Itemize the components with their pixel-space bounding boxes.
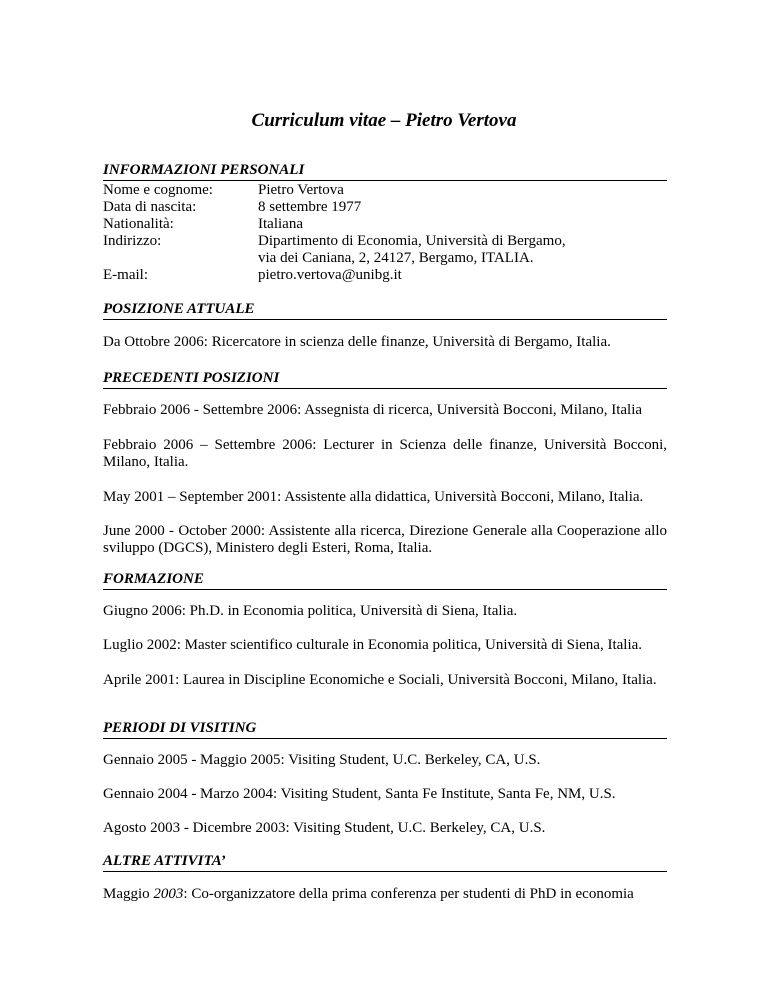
info-row-email (103, 267, 667, 284)
document-title: Curriculum vitae – Pietro Vertova (251, 110, 517, 131)
info-label: E-mail: (103, 267, 148, 283)
previous-position-entry: May 2001 – September 2001: Assistente alla didattica, Università Bocconi, Milano, Italia. (103, 489, 644, 505)
info-label: Nome e cognome: (103, 182, 213, 198)
info-value-email: pietro.vertova@unibg.it (258, 267, 402, 283)
previous-position-entry: Febbraio 2006 - Settembre 2006: Assegnista di ricerca, Università Bocconi, Milano, Italia (103, 402, 643, 418)
info-label (103, 250, 258, 267)
current-position-entry: Da Ottobre 2006: Ricercatore in scienza delle finanze, Università di Bergamo, Italia. (103, 334, 611, 350)
other-activity-month: Maggio (103, 886, 154, 902)
info-value: Dipartimento di Economia, Università di Bergamo, (258, 233, 566, 249)
info-value: Italiana (258, 216, 303, 232)
education-entry: Luglio 2002: Master scientifico culturale in Economia politica, Università di Siena, Italia. (103, 637, 643, 653)
info-row-name (103, 182, 667, 199)
section-heading-education: FORMAZIONE (103, 571, 667, 590)
info-value: Pietro Vertova (258, 182, 344, 198)
section-heading-personal: INFORMAZIONI PERSONALI (103, 162, 667, 181)
personal-info-table (103, 182, 667, 284)
info-label: Indirizzo: (103, 233, 162, 249)
previous-position-entry: Febbraio 2006 – Settembre 2006: Lecturer in Scienza delle finanze, Università Bocconi, Milano, Italia. (103, 437, 667, 470)
info-row-nationality (103, 216, 667, 233)
other-activity-entry (103, 886, 667, 903)
other-activity-year: 2003 (153, 886, 184, 902)
info-value: 8 settembre 1977 (258, 199, 362, 215)
other-activity-text: : Co-organizzatore della prima conferenza per studenti di PhD in economia (183, 886, 634, 902)
education-entry: Giugno 2006: Ph.D. in Economia politica, Università di Siena, Italia. (103, 603, 518, 619)
info-row-address-2 (103, 250, 667, 267)
info-label: Nationalità: (103, 216, 174, 232)
education-entry: Aprile 2001: Laurea in Discipline Economiche e Sociali, Università Bocconi, Milano, Italia. (103, 672, 657, 688)
section-heading-previous: PRECEDENTI POSIZIONI (103, 370, 667, 389)
visiting-entry: Gennaio 2004 - Marzo 2004: Visiting Student, Santa Fe Institute, Santa Fe, NM, U.S. (103, 786, 616, 802)
visiting-entry: Gennaio 2005 - Maggio 2005: Visiting Student, U.C. Berkeley, CA, U.S. (103, 752, 541, 768)
section-heading-visiting: PERIODI DI VISITING (103, 720, 667, 739)
section-heading-current: POSIZIONE ATTUALE (103, 301, 667, 320)
visiting-entry: Agosto 2003 - Dicembre 2003: Visiting Student, U.C. Berkeley, CA, U.S. (103, 820, 546, 836)
info-row-address (103, 233, 667, 250)
info-label: Data di nascita: (103, 199, 197, 215)
previous-position-entry: June 2000 - October 2000: Assistente alla ricerca, Direzione Generale alla Cooperazione allo sviluppo (DGCS), Ministero degli Esteri, Roma, Italia. (103, 523, 667, 556)
info-value: via dei Caniana, 2, 24127, Bergamo, ITALIA. (258, 250, 534, 266)
section-heading-other: ALTRE ATTIVITA’ (103, 853, 667, 872)
info-row-birthdate (103, 199, 667, 216)
